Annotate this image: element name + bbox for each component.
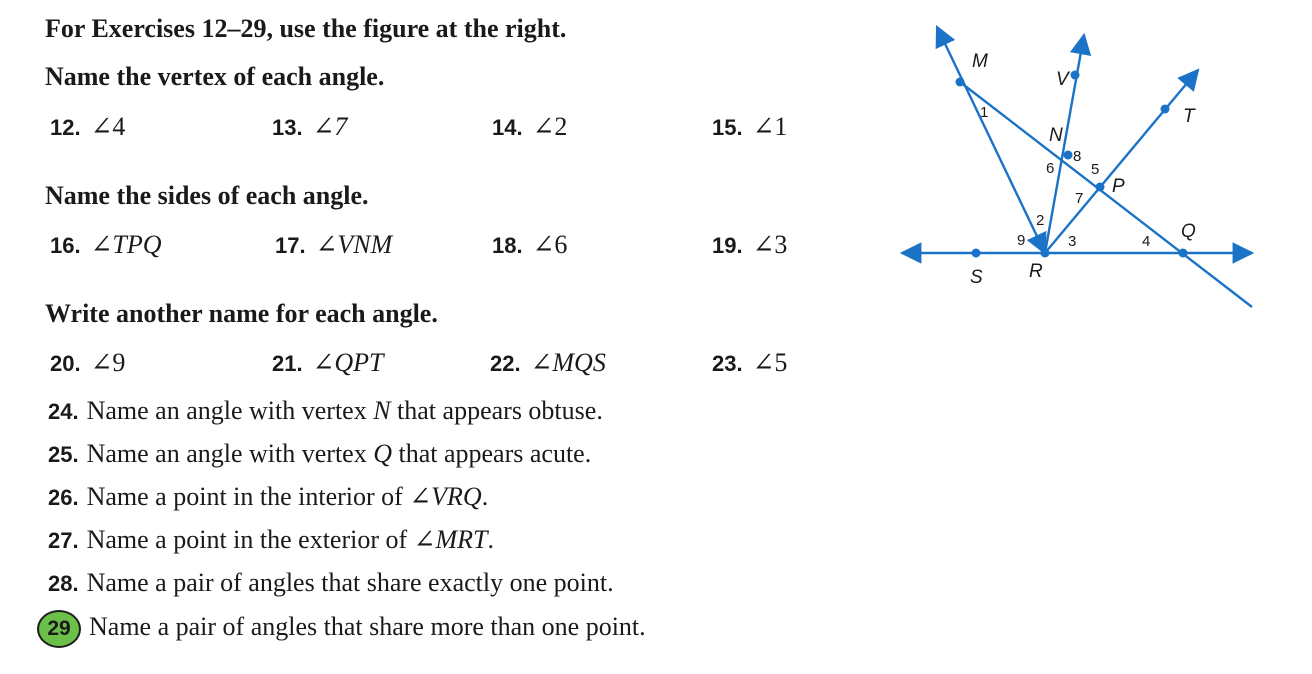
vertex-variable: N xyxy=(373,396,391,425)
question-text: Name an angle with vertex xyxy=(86,396,374,425)
highlighted-exercise-number: 29 xyxy=(37,610,81,648)
angle-label: 7 xyxy=(334,112,348,141)
exercise-19 xyxy=(712,230,787,260)
geometry-figure xyxy=(890,15,1260,375)
exercise-20 xyxy=(50,348,125,378)
line-mr xyxy=(937,27,1045,253)
vertex-variable: Q xyxy=(373,439,392,468)
angle-label-4: 4 xyxy=(1142,233,1151,250)
angle-symbol: ∠ xyxy=(312,348,335,377)
exercise-number: 27. xyxy=(48,528,79,553)
question-text: that appears acute. xyxy=(391,439,592,468)
exercise-number: 19. xyxy=(712,233,743,258)
question-text: that appears obtuse. xyxy=(390,396,603,425)
angle-symbol: ∠ xyxy=(409,482,432,511)
angle-symbol: ∠ xyxy=(752,230,775,259)
exercise-number: 14. xyxy=(492,115,523,140)
exercise-number: 23. xyxy=(712,351,743,376)
angle-label-7: 7 xyxy=(1075,190,1084,207)
label-r: R xyxy=(1029,261,1043,282)
angle-label: 9 xyxy=(112,348,126,377)
question-text: . xyxy=(487,525,494,554)
label-s: S xyxy=(970,267,983,288)
point-m xyxy=(956,78,965,87)
point-t xyxy=(1161,105,1170,114)
ray-rt xyxy=(1045,70,1198,253)
angle-label: QPT xyxy=(334,348,384,377)
line-mq xyxy=(960,82,1252,307)
exercise-21 xyxy=(272,348,384,378)
angle-label: 1 xyxy=(774,112,788,141)
angle-variable: MRT xyxy=(435,525,488,554)
exercise-number: 21. xyxy=(272,351,303,376)
exercise-17 xyxy=(275,230,392,260)
label-p: P xyxy=(1112,176,1125,197)
sides-section-heading: Name the sides of each angle. xyxy=(45,181,369,210)
angle-label: 5 xyxy=(774,348,788,377)
angle-label: 2 xyxy=(554,112,568,141)
exercise-number: 12. xyxy=(50,115,81,140)
question-text: Name an angle with vertex xyxy=(86,439,374,468)
instructions-heading: For Exercises 12–29, use the figure at the right. xyxy=(45,14,567,43)
exercise-25 xyxy=(48,439,591,469)
exercise-15 xyxy=(712,112,787,142)
angle-label: 3 xyxy=(774,230,788,259)
angle-label: 6 xyxy=(554,230,568,259)
exercise-23 xyxy=(712,348,787,378)
angle-symbol: ∠ xyxy=(530,348,553,377)
question-text: . xyxy=(481,482,489,511)
angle-symbol: ∠ xyxy=(312,112,335,141)
point-q xyxy=(1179,249,1188,258)
exercise-28 xyxy=(48,568,614,598)
angle-label-3: 3 xyxy=(1068,233,1077,250)
angle-label-6: 6 xyxy=(1046,160,1055,177)
vertex-section-heading: Name the vertex of each angle. xyxy=(45,62,385,91)
angle-label-5: 5 xyxy=(1091,161,1100,178)
exercise-26 xyxy=(48,482,488,512)
angle-symbol: ∠ xyxy=(90,348,113,377)
exercise-number: 26. xyxy=(48,485,79,510)
exercise-number: 24. xyxy=(48,399,79,424)
exercise-18 xyxy=(492,230,567,260)
angle-symbol: ∠ xyxy=(413,525,436,554)
angle-symbol: ∠ xyxy=(532,230,555,259)
point-r xyxy=(1041,249,1050,258)
exercise-number: 16. xyxy=(50,233,81,258)
another-name-section-heading: Write another name for each angle. xyxy=(45,299,438,328)
point-s xyxy=(972,249,981,258)
angle-variable: VRQ xyxy=(431,482,482,511)
angle-label: VNM xyxy=(337,230,393,259)
angle-symbol: ∠ xyxy=(752,348,775,377)
angle-label-1: 1 xyxy=(980,104,989,121)
exercise-22 xyxy=(490,348,606,378)
angle-symbol: ∠ xyxy=(90,112,113,141)
angle-symbol: ∠ xyxy=(532,112,555,141)
exercise-number: 20. xyxy=(50,351,81,376)
exercise-16 xyxy=(50,230,162,260)
label-t: T xyxy=(1183,106,1195,127)
exercise-12 xyxy=(50,112,125,142)
exercise-29 xyxy=(37,610,646,648)
angle-label: MQS xyxy=(552,348,606,377)
point-n xyxy=(1064,151,1073,160)
angle-symbol: ∠ xyxy=(752,112,775,141)
question-text: Name a point in the exterior of xyxy=(86,525,414,554)
exercise-number: 28. xyxy=(48,571,79,596)
exercise-number: 15. xyxy=(712,115,743,140)
angle-symbol: ∠ xyxy=(90,230,113,259)
question-text: Name a pair of angles that share exactly one point. xyxy=(86,568,614,597)
exercise-14 xyxy=(492,112,567,142)
label-v: V xyxy=(1056,69,1069,90)
label-m: M xyxy=(972,51,988,72)
exercise-number: 18. xyxy=(492,233,523,258)
label-n: N xyxy=(1049,125,1063,146)
question-text: Name a point in the interior of xyxy=(86,482,410,511)
angle-label-9: 9 xyxy=(1017,232,1026,249)
point-v xyxy=(1071,71,1080,80)
label-q: Q xyxy=(1181,221,1196,242)
exercise-number: 25. xyxy=(48,442,79,467)
point-p xyxy=(1096,183,1105,192)
angle-label: TPQ xyxy=(112,230,162,259)
angle-label-2: 2 xyxy=(1036,212,1045,229)
exercise-13 xyxy=(272,112,347,142)
exercise-number: 22. xyxy=(490,351,521,376)
exercise-number: 17. xyxy=(275,233,306,258)
exercise-24 xyxy=(48,396,603,426)
question-text: Name a pair of angles that share more than one point. xyxy=(89,611,646,641)
angle-label: 4 xyxy=(112,112,126,141)
exercise-number: 13. xyxy=(272,115,303,140)
exercise-27 xyxy=(48,525,494,555)
angle-label-8: 8 xyxy=(1073,148,1082,165)
angle-symbol: ∠ xyxy=(315,230,338,259)
